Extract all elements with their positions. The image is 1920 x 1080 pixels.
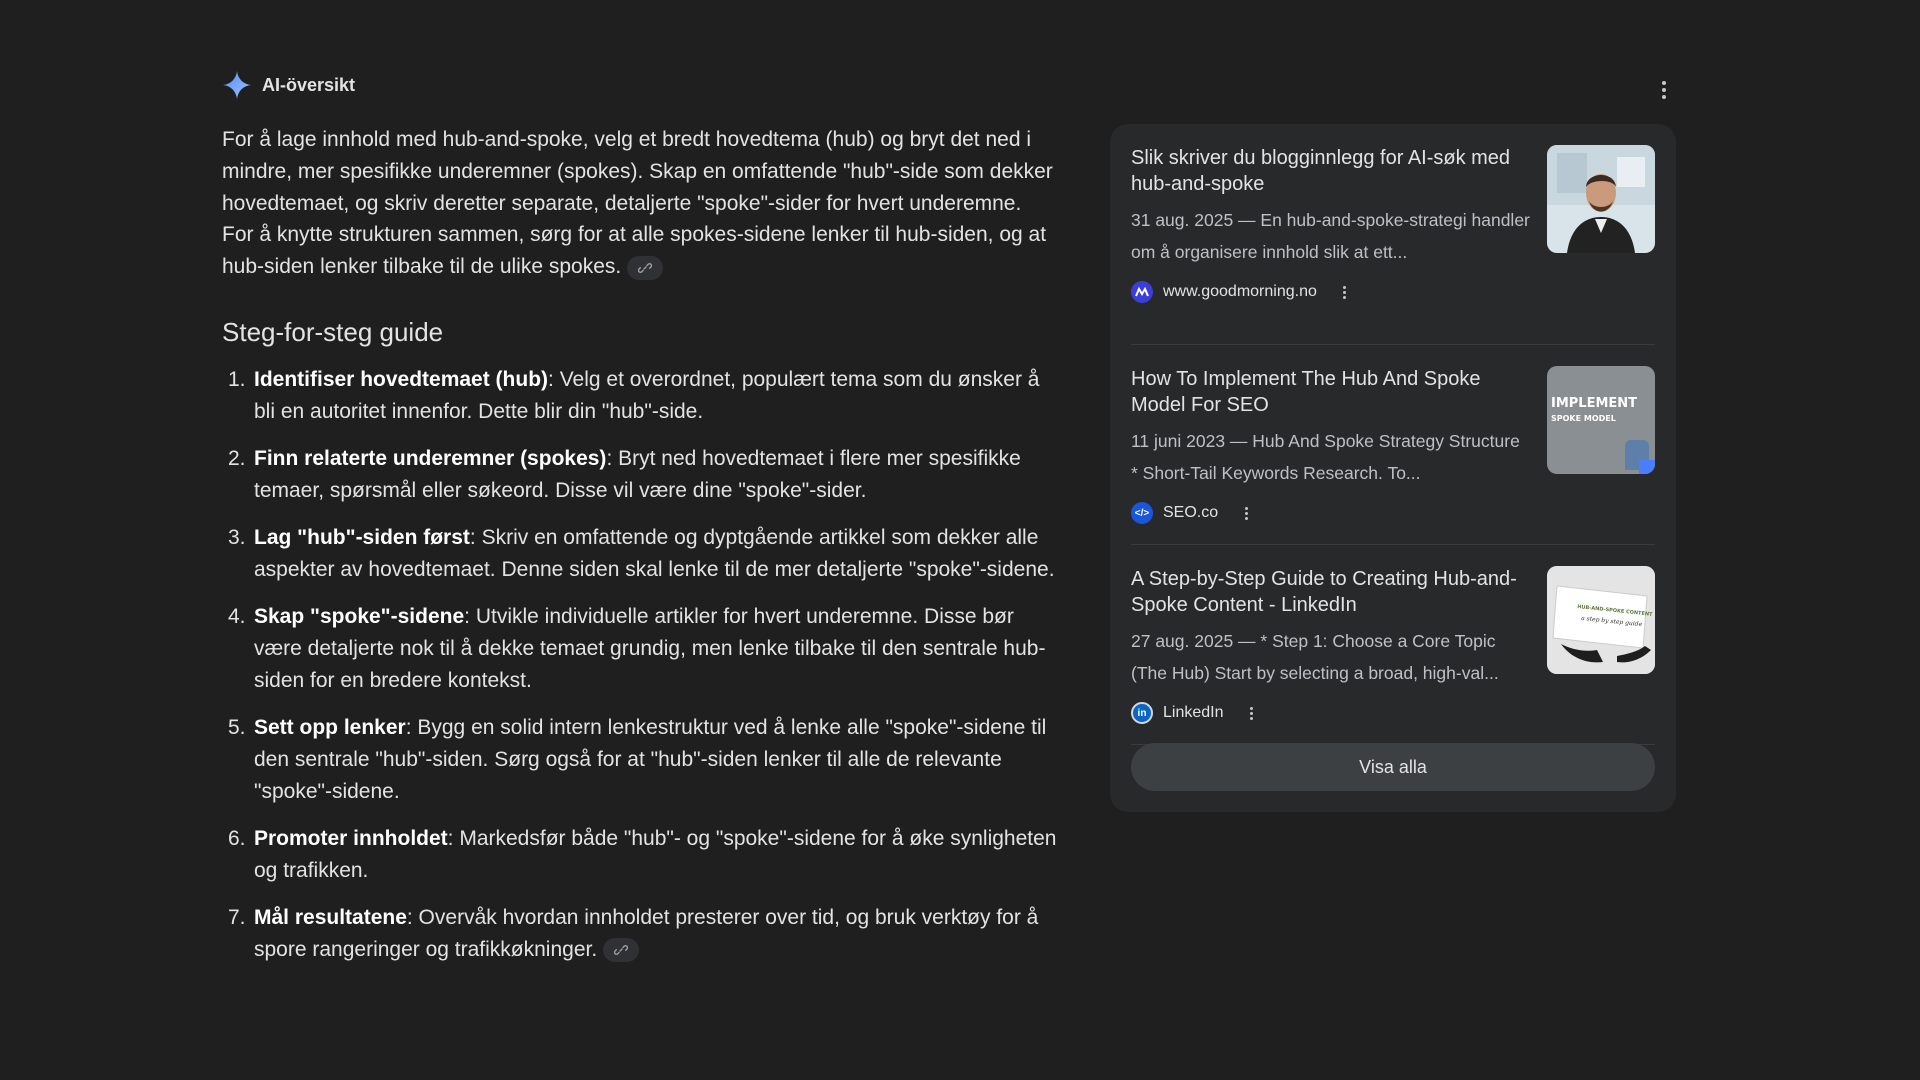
step-title: Promoter innholdet xyxy=(254,827,448,851)
source-card[interactable] xyxy=(1131,545,1655,745)
step-text: : Velg et overordnet, populært tema som du ønsker å bli en autoritet innenfor. Dette blir din "hub"-side. xyxy=(254,367,1040,423)
source-site: www.goodmorning.no xyxy=(1163,283,1317,300)
step-text: : Overvåk hvordan innholdet presterer over tid, og bruk verktøy for å spore rangeringer og trafikkøkninger. xyxy=(254,906,1039,961)
source-options-icon[interactable] xyxy=(1244,703,1260,723)
goodmorning-favicon-icon xyxy=(1131,281,1153,303)
ai-overview-header xyxy=(222,70,355,100)
source-link-button[interactable] xyxy=(603,938,639,962)
step-text: : Bryt ned hovedtemaet i flere mer spesifikke temaer, spørsmål eller søkeord. Disse vil være dine "spoke"-sider. xyxy=(254,447,1021,502)
seo-co-favicon-icon: </> xyxy=(1131,502,1153,524)
article-thumbnail-icon[interactable] xyxy=(1547,366,1655,474)
source-meta xyxy=(1131,702,1260,724)
step-title: Lag "hub"-siden først xyxy=(254,526,470,550)
source-options-icon[interactable] xyxy=(1337,282,1353,302)
person-photo-icon[interactable] xyxy=(1547,145,1655,253)
guide-step: 1. Identifiser hovedtemaet (hub): Velg et overordnet, populært tema som du ønsker å bli en autoritet innenfor. Dette blir din "hub"-side. xyxy=(228,367,1040,423)
source-snippet: 27 aug. 2025 — * Step 1: Choose a Core Topic (The Hub) Start by selecting a broad, high-val... xyxy=(1131,631,1499,683)
source-meta xyxy=(1131,281,1353,303)
thumbnail-text: a step by step guide xyxy=(1580,614,1643,629)
ai-overview-title: AI-översikt xyxy=(262,74,356,95)
source-link-button[interactable] xyxy=(627,256,663,280)
guide-step: 4. Skap "spoke"-sidene: Utvikle individuelle artikler for hvert underemne. Disse bør være detaljerte nok til å dekke temaet grundig, men lenke tilbake til den sentrale hub-siden for en bredere kontekst. xyxy=(228,605,1046,692)
step-title: Identifiser hovedtemaet (hub) xyxy=(254,367,549,391)
step-text: : Utvikle individuelle artikler for hvert underemne. Disse bør være detaljerte nok til å dekke temaet grundig, men lenke tilbake til den sentrale hub-siden for en bredere kontekst. xyxy=(254,605,1046,692)
guide-heading: Steg-for-steg guide xyxy=(222,316,444,347)
thumbnail-text: HUB-AND-SPOKE CONTENT xyxy=(1576,604,1653,618)
guide-step: 2. Finn relaterte underemner (spokes): Bryt ned hovedtemaet i flere mer spesifikke temaer, spørsmål eller søkeord. Disse vil være dine "spoke"-sider. xyxy=(228,447,1021,502)
step-text: : Bygg en solid intern lenkestruktur ved å lenke alle "spoke"-sidene til den sentrale "hub"-siden. Sørg også for at "hub"-siden lenker til alle de relevante "spoke"-sidene. xyxy=(254,716,1047,803)
step-title: Mål resultatene xyxy=(254,906,407,930)
step-title: Finn relaterte underemner (spokes) xyxy=(254,447,607,471)
intro-text: For å lage innhold med hub-and-spoke, velg et bredt hovedtema (hub) og bryt det ned i mindre, mer spesifikke underemner (spokes). Skap en omfattende "hub"-side som dekker hovedtemaet, og skriv deretter separate, detaljerte "spoke"-sider for hvert underemne. For å knytte strukturen sammen, sørg for at alle spokes-sidene lenker til hub-siden, og at hub-siden lenker tilbake til de ulike spokes. xyxy=(222,128,1053,279)
source-site: LinkedIn xyxy=(1163,704,1224,721)
show-all-button[interactable]: Visa alla xyxy=(1131,743,1655,791)
source-options-icon[interactable] xyxy=(1238,503,1254,523)
step-text: : Markedsfør både "hub"- og "spoke"-sidene for å øke synligheten og trafikken. xyxy=(254,827,1057,882)
link-icon xyxy=(614,943,628,957)
thumbnail-text: SPOKE MODEL xyxy=(1551,414,1616,423)
guide-step: 5. Sett opp lenker: Bygg en solid intern lenkestruktur ved å lenke alle "spoke"-sidene til den sentrale "hub"-siden. Sørg også for at "hub"-siden lenker til alle de relevante "spoke"-sidene. xyxy=(228,716,1047,803)
book-thumbnail-icon[interactable] xyxy=(1547,566,1655,674)
sources-panel xyxy=(1110,124,1676,812)
step-title: Skap "spoke"-sidene xyxy=(254,605,465,629)
source-title[interactable]: A Step-by-Step Guide to Creating Hub-and-Spoke Content - LinkedIn xyxy=(1131,568,1517,616)
source-site: SEO.co xyxy=(1163,504,1219,521)
guide-step: 6. Promoter innholdet: Markedsfør både "hub"- og "spoke"-sidene for å øke synligheten og trafikken. xyxy=(228,827,1057,882)
thumbnail-text: IMPLEMENT xyxy=(1551,396,1638,411)
step-title: Sett opp lenker xyxy=(254,716,406,740)
guide-step: 7. Mål resultatene: Overvåk hvordan innholdet presterer over tid, og bruk verktøy for å spore rangeringer og trafikkøkninger. xyxy=(228,906,1039,961)
more-options-icon[interactable] xyxy=(1652,78,1676,102)
intro-paragraph xyxy=(222,124,1058,283)
link-icon xyxy=(638,261,652,275)
guide-step-list xyxy=(222,364,1058,966)
source-meta xyxy=(1131,502,1254,524)
source-title[interactable]: Slik skriver du blogginnlegg for AI-søk med hub-and-spoke xyxy=(1131,147,1511,195)
source-card[interactable] xyxy=(1131,345,1655,545)
source-title[interactable]: How To Implement The Hub And Spoke Model For SEO xyxy=(1131,368,1481,416)
sparkle-icon xyxy=(222,70,252,100)
source-snippet: 31 aug. 2025 — En hub-and-spoke-strategi handler om å organisere innhold slik at ett... xyxy=(1131,210,1530,262)
step-text: : Skriv en omfattende og dyptgående artikkel som dekker alle aspekter av hovedtemaet. Denne siden skal lenke til de mer detaljerte "spoke"-sidene. xyxy=(254,526,1055,581)
linkedin-favicon-icon: in xyxy=(1131,702,1153,724)
source-card[interactable] xyxy=(1131,145,1655,345)
overview-main-content xyxy=(222,124,1058,981)
source-snippet: 11 juni 2023 — Hub And Spoke Strategy Structure * Short-Tail Keywords Research. To... xyxy=(1131,431,1520,483)
guide-step: 3. Lag "hub"-siden først: Skriv en omfattende og dyptgående artikkel som dekker alle aspekter av hovedtemaet. Denne siden skal lenke til de mer detaljerte "spoke"-sidene. xyxy=(228,526,1055,581)
